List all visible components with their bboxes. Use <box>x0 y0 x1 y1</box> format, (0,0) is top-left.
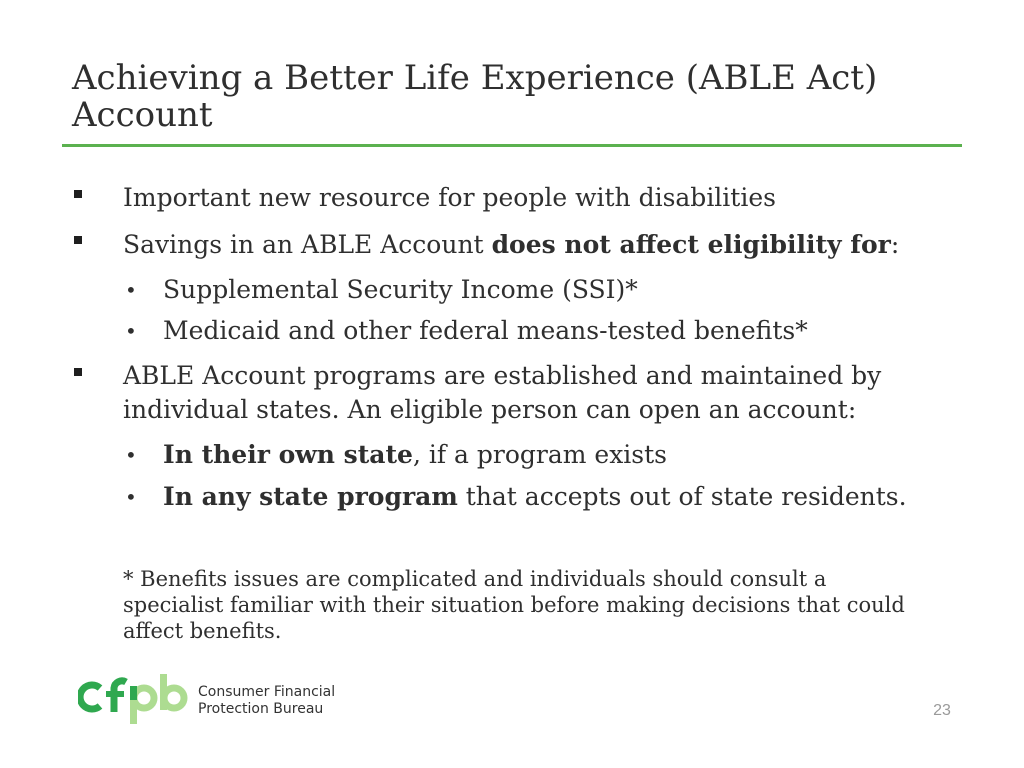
sub-bullet-text: Supplemental Security Income (SSI)* <box>163 275 638 304</box>
sub-bullet-dot-icon: • <box>125 319 137 343</box>
sub-bullet-text-plain: that accepts out of state residents. <box>457 482 907 511</box>
bullet-text <box>123 228 923 262</box>
sub-bullet-dot-icon: • <box>125 443 137 467</box>
sub-bullet-text <box>163 480 963 514</box>
slide-title: Achieving a Better Life Experience (ABLE Act) Account <box>72 58 878 135</box>
bullet-square-icon <box>74 190 82 198</box>
sub-bullet-text: Medicaid and other federal means-tested benefits* <box>163 316 808 345</box>
sub-bullet-text-plain: , if a program exists <box>412 440 667 469</box>
title-divider <box>62 144 962 147</box>
sub-bullet-dot-icon: • <box>125 485 137 509</box>
bullet-text-bold: does not affect eligibility for <box>491 230 891 259</box>
page-number: 23 <box>933 702 951 719</box>
cfpb-logo <box>78 674 338 726</box>
bullet-text: Important new resource for people with disabilities <box>123 183 776 212</box>
org-name-line: Consumer Financial <box>198 684 336 700</box>
bullet-square-icon <box>74 368 82 376</box>
sub-bullet-text-bold: In their own state <box>163 440 413 469</box>
cfpb-wordmark-icon <box>78 674 188 726</box>
sub-bullet-dot-icon: • <box>125 278 137 302</box>
org-name-line: Protection Bureau <box>198 701 324 717</box>
bullet-square-icon <box>74 236 82 244</box>
bullet-text-plain: Savings in an ABLE Account <box>123 230 492 259</box>
sub-bullet-text-bold: In any state program <box>163 482 458 511</box>
footnote: * Benefits issues are complicated and individuals should consult a specialist familiar with their situation before making decisions that could affect benefits. <box>123 567 905 643</box>
org-name <box>198 684 348 718</box>
sub-bullet-text <box>163 438 963 472</box>
bullet-text-plain: : <box>890 230 900 259</box>
bullet-text: ABLE Account programs are established and maintained by individual states. An eligible person can open an account: <box>123 361 882 424</box>
